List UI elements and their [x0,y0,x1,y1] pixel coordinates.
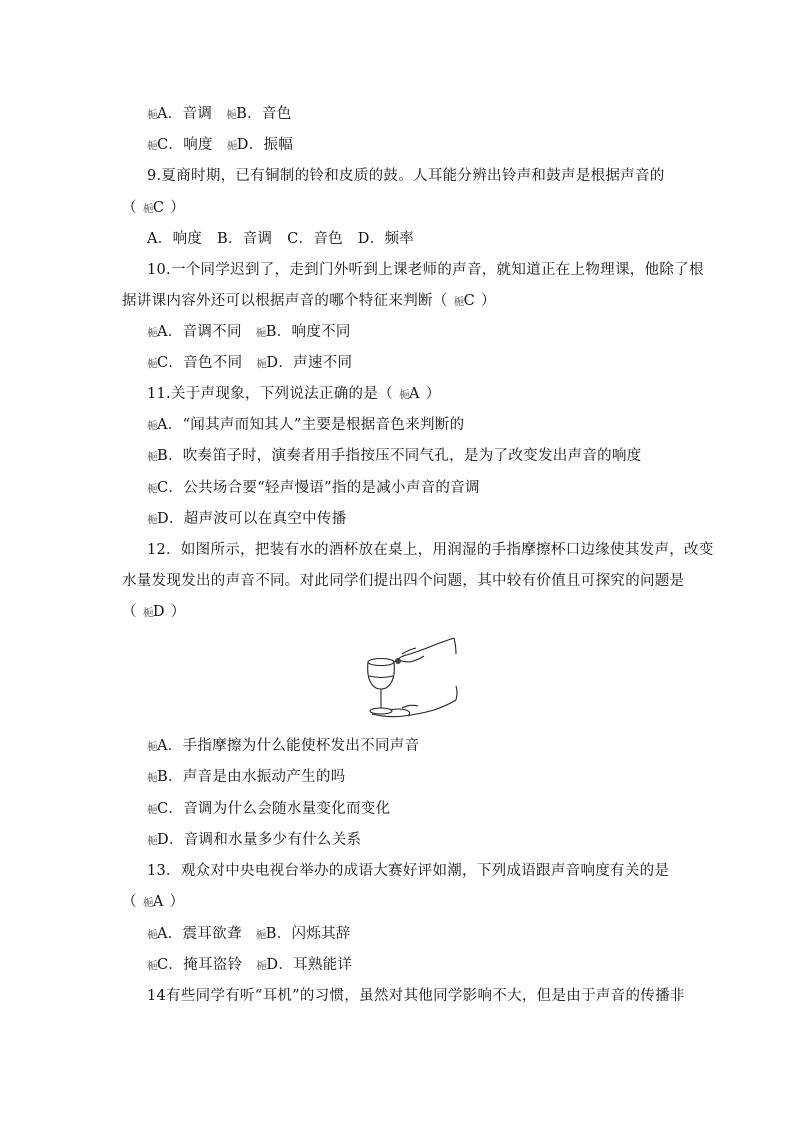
q13-answer [122,892,184,913]
q12-stem-line-1: 12．如图所示，把装有水的酒杯放在桌上，用润湿的手指摩擦杯口边缘使其发声，改变 [147,542,714,558]
water-line [369,676,393,678]
answer-mark: 梔 [147,140,157,152]
q8-option-b: B．音色 [236,106,292,122]
q8-option-c: C．响度 [157,137,213,153]
q9-options: A．响度 B．音调 C．音色 D．频率 [147,231,415,247]
paren-close: ） [170,200,186,216]
q11-option-d-text: D．超声波可以在真空中传播 [157,511,347,527]
answer-mark: 梔 [147,835,157,847]
q13-option-d: D．耳熟能详 [266,957,353,973]
q10-answer-letter: C [463,293,476,309]
paren-close: ） [169,894,185,910]
answer-mark: 梔 [147,451,157,463]
q9-answer-letter: C [152,200,165,216]
q13-option-a: A．震耳欲聋 [157,926,242,942]
q11-option-a [147,415,464,436]
q11-option-b-text: B．吹奏笛子时，演奏者用手指按压不同气孔，是为了改变发出声音的响度 [157,448,642,464]
q13-option-c: C．掩耳盗铃 [157,957,243,973]
q10-stem-line-1: 10.一个同学迟到了，走到门外听到上课老师的声音，就知道正在上物理课，他除了根 [147,262,704,278]
q11-stem [147,384,441,405]
answer-mark: 梔 [147,960,157,972]
paren-open: （ [122,894,137,910]
paren-close: ） [425,386,441,402]
paren-close: ） [481,293,496,309]
fingertip [395,658,401,664]
wine-glass-figure [358,632,464,722]
q14-stem: 14有些同学有听“耳机”的习惯，虽然对其他同学影响不大，但是由于声音的传播非 [147,988,685,1004]
answer-mark: 梔 [147,327,157,339]
q9-answer [122,198,185,219]
answer-mark: 梔 [226,140,237,152]
answer-mark: 梔 [147,358,157,370]
q12-stem-line-2: 水量发现发出的声音不同。对此同学们提出四个问题，其中较有价值且可探究的问题是 [122,573,685,589]
q12-option-d-text: D．音调和水量多少有什么关系 [157,832,362,848]
q10-option-d: D．声速不同 [266,355,353,371]
answer-mark: 梔 [147,514,157,526]
answer-mark: 梔 [255,929,266,941]
q12-option-a [147,736,419,757]
q8-options-row-2 [147,135,293,156]
answer-mark: 梔 [147,420,157,432]
answer-mark: 梔 [226,109,237,121]
answer-mark: 梔 [147,109,157,121]
q10-stem-text: 据讲课内容外还可以根据声音的哪个特征来判断（ [122,293,448,309]
q11-option-b [147,446,642,467]
glass-rim [368,659,394,666]
q12-option-a-text: A．手指摩擦为什么能使杯发出不同声音 [157,738,420,754]
q12-option-c-text: C．音调为什么会随水量变化而变化 [157,801,391,817]
q10-option-a: A．音调不同 [157,324,242,340]
q13-stem: 13．观众对中央电视台举办的成语大赛好评如潮，下列成语跟声音响度有关的是 [147,863,670,879]
q10-options-row-2 [147,353,352,374]
paren-open: （ [122,604,137,620]
answer-mark: 梔 [142,203,153,215]
answer-mark: 梔 [453,296,464,308]
answer-mark: 梔 [142,607,153,619]
q12-answer-letter: D [152,604,165,620]
paren-open: （ [122,200,137,216]
q11-stem-text: 11.关于声现象，下列说法正确的是（ [147,386,393,402]
q13-options-row-2 [147,955,352,976]
answer-mark: 梔 [256,960,267,972]
answer-mark: 梔 [147,929,157,941]
q12-option-b [147,767,346,788]
q13-answer-letter: A [152,894,164,910]
q8-option-a: A．音调 [157,106,213,122]
answer-mark: 梔 [142,897,153,909]
q11-answer-letter: A [408,386,420,402]
q12-answer [122,602,186,623]
answer-mark: 梔 [255,327,266,339]
q8-options-row-1 [147,104,292,125]
q13-option-b: B．闪烁其辞 [265,926,351,942]
q11-option-a-text: A．“闻其声而知其人”主要是根据音色来判断的 [157,417,465,433]
q10-option-c: C．音色不同 [157,355,243,371]
q13-options-row-1 [147,924,351,945]
q9-stem: 9.夏商时期，已有铜制的铃和皮质的鼓。人耳能分辨出铃声和鼓声是根据声音的 [147,168,665,184]
glass-base [370,708,392,714]
q11-option-d [147,509,347,530]
answer-mark: 梔 [256,358,267,370]
q11-option-c-text: C．公共场合要“轻声慢语”指的是减小声音的音调 [157,480,480,496]
q11-option-c [147,478,480,499]
q10-options-row-1 [147,322,351,343]
q10-stem-line-2 [122,291,496,312]
q12-option-d [147,830,361,851]
answer-mark: 梔 [147,804,157,816]
q8-option-d: D．振幅 [236,137,294,153]
q12-option-c [147,799,390,820]
answer-mark: 梔 [147,483,157,495]
answer-mark: 梔 [147,772,157,784]
answer-mark: 梔 [147,741,157,753]
q10-option-b: B．响度不同 [265,324,351,340]
upper-hand [394,638,454,662]
answer-mark: 梔 [398,389,409,401]
q12-option-b-text: B．声音是由水振动产生的吗 [157,769,346,785]
paren-close: ） [170,604,186,620]
